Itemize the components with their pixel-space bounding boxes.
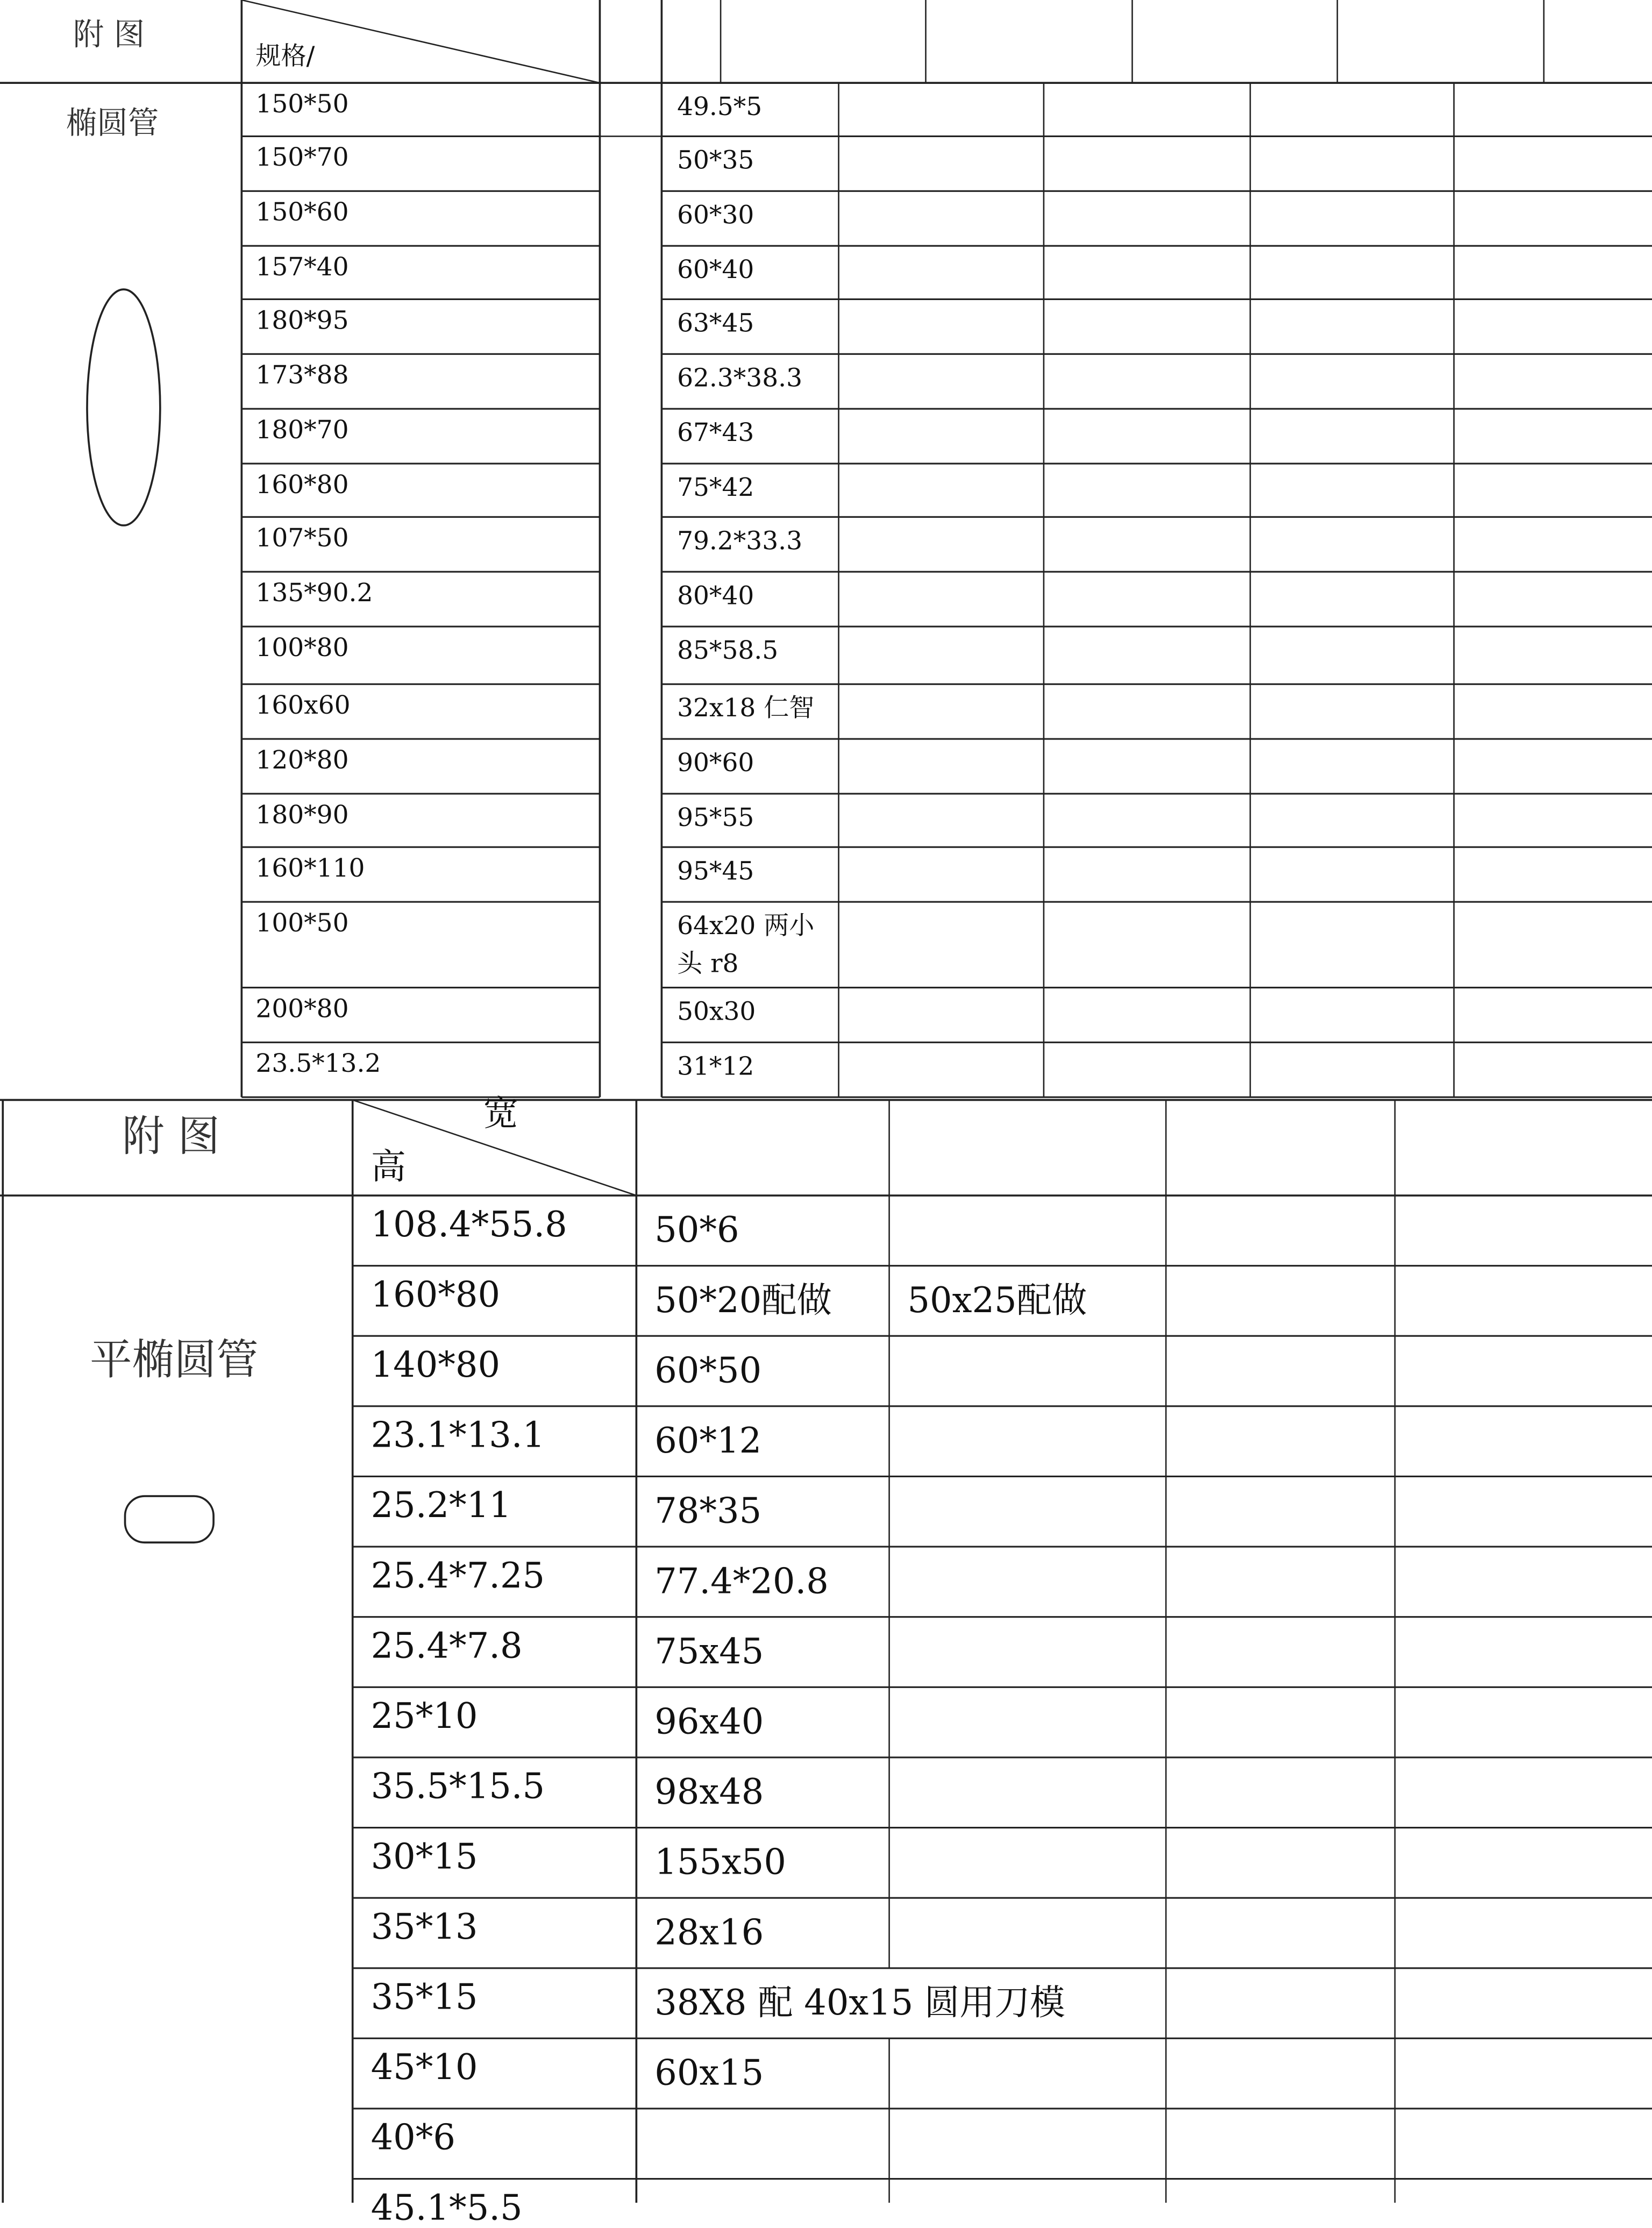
s2-size-cell: 28x16	[654, 1912, 764, 1953]
s1-spec-cell: 100*50	[255, 909, 349, 938]
s2-size-cell: 50*6	[654, 1209, 739, 1250]
s1-header-fig: 附 图	[73, 18, 145, 54]
s1-size-cell: 64x20 两小	[677, 912, 815, 942]
s1-category: 椭圆管	[66, 106, 159, 142]
s2-spec-cell: 30*15	[371, 1836, 478, 1877]
s2-size-cell: 98x48	[654, 1771, 764, 1812]
s2-spec-cell: 23.1*13.1	[371, 1414, 545, 1456]
s2-size-cell: 50*20配做	[654, 1279, 832, 1321]
s1-spec-cell: 180*70	[255, 416, 349, 446]
s1-size-cell: 60*30	[677, 201, 754, 231]
s2-size-cell: 60*12	[654, 1420, 762, 1461]
s1-spec-cell: 135*90.2	[255, 579, 373, 609]
s2-spec-cell: 25*10	[371, 1695, 478, 1736]
s2-size-cell: 75x45	[654, 1631, 764, 1672]
s2-spec-cell: 140*80	[371, 1344, 501, 1385]
s1-spec-cell: 150*70	[255, 143, 349, 173]
s2-spec-cell: 25.4*7.8	[371, 1625, 523, 1667]
s1-spec-cell: 157*40	[255, 253, 349, 283]
s1-size-cell: 67*43	[677, 418, 754, 449]
s1-size-cell: 62.3*38.3	[677, 364, 802, 394]
s2-spec-cell: 35*13	[371, 1906, 478, 1947]
s2-spec-cell: 25.4*7.25	[371, 1555, 545, 1596]
s1-size-cell: 90*60	[677, 749, 754, 779]
s1-spec-cell: 180*90	[255, 800, 349, 830]
s2-size-cell: 38X8 配 40x15 圆用刀模	[654, 1982, 1065, 2023]
s1-size-cell: 50x30	[677, 997, 756, 1027]
s2-spec-cell: 25.2*11	[371, 1485, 511, 1526]
s2-spec-cell: 35*15	[371, 1976, 478, 2018]
s2-size-cell: 96x40	[654, 1701, 764, 1742]
s2-size-cell: 78*35	[654, 1490, 762, 1532]
s1-spec-cell: 200*80	[255, 994, 349, 1024]
s2-header-height: 高	[371, 1146, 406, 1187]
s2-spec-cell: 40*6	[371, 2117, 455, 2158]
s1-size-cell: 50*35	[677, 146, 754, 176]
s1-size-cell: 95*45	[677, 857, 754, 887]
s1-spec-cell: 150*50	[255, 90, 349, 120]
s2-size-cell: 155x50	[654, 1841, 786, 1883]
s2-spec-cell: 108.4*55.8	[371, 1204, 567, 1245]
s1-row16-cont: 头 r8	[677, 949, 739, 979]
s1-spec-cell: 120*80	[255, 746, 349, 775]
s1-spec-cell: 23.5*13.2	[255, 1049, 381, 1079]
s2-header-width: 宽	[483, 1093, 518, 1134]
s2-size-cell: 77.4*20.8	[654, 1561, 829, 1601]
s1-spec-cell: 160x60	[255, 691, 351, 721]
s2-spec-cell: 160*80	[371, 1274, 501, 1315]
s1-spec-cell: 107*50	[255, 524, 349, 554]
s1-size-cell: 31*12	[677, 1052, 754, 1082]
s2-size-cell-2: 50x25配做	[907, 1279, 1087, 1321]
s1-spec-cell: 160*110	[255, 854, 365, 884]
s1-size-cell: 60*40	[677, 255, 754, 286]
s1-size-cell: 95*55	[677, 803, 754, 834]
s1-size-cell: 63*45	[677, 309, 754, 339]
s2-size-cell: 60*50	[654, 1350, 762, 1391]
s1-spec-cell: 173*88	[255, 361, 349, 391]
s1-size-cell: 85*58.5	[677, 636, 779, 666]
s2-spec-cell: 35.5*15.5	[371, 1766, 545, 1807]
s2-spec-cell: 45.1*5.5	[371, 2187, 523, 2228]
s2-size-cell: 60x15	[654, 2052, 764, 2094]
s1-size-cell: 80*40	[677, 581, 754, 611]
s1-spec-cell: 160*80	[255, 471, 349, 500]
s1-size-cell: 49.5*5	[677, 92, 763, 123]
s1-header-spec: 规格/	[255, 42, 315, 72]
s2-spec-cell: 45*10	[371, 2047, 478, 2088]
s1-spec-cell: 100*80	[255, 633, 349, 663]
s1-spec-cell: 180*95	[255, 306, 349, 336]
flat-ellipse-shape-icon	[125, 1496, 213, 1542]
ellipse-shape-icon	[87, 289, 160, 525]
s2-header-fig: 附 图	[122, 1112, 220, 1162]
s1-spec-cell: 150*60	[255, 198, 349, 228]
s1-size-cell: 75*42	[677, 473, 754, 503]
s1-size-cell: 32x18 仁智	[677, 694, 815, 724]
s1-size-cell: 79.2*33.3	[677, 526, 802, 557]
s2-category: 平椭圆管	[90, 1336, 259, 1385]
